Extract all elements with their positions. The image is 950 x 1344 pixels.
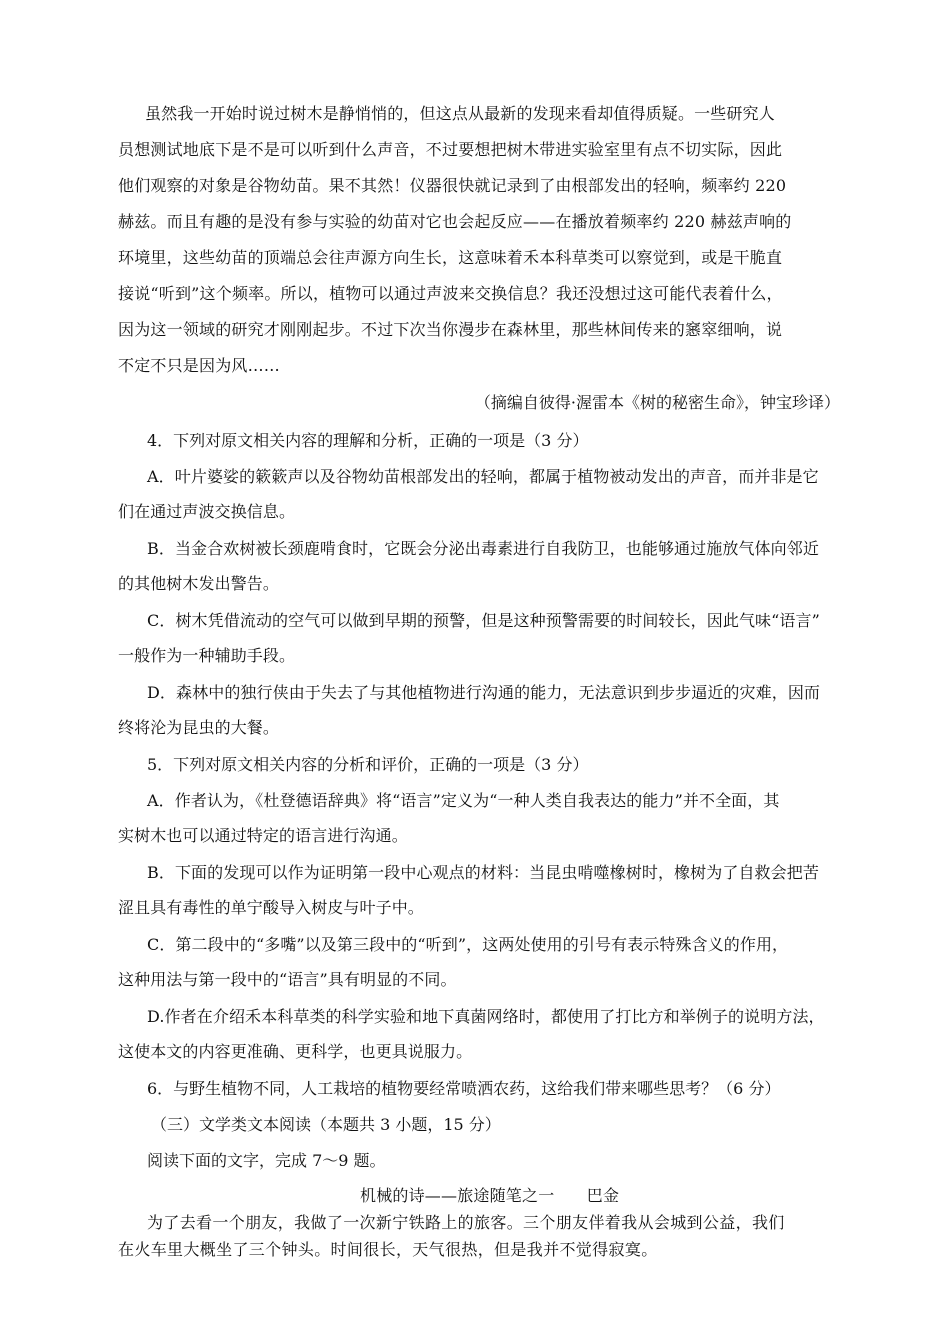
q4-option-a-line1: A．叶片婆娑的簌簌声以及谷物幼苗根部发出的轻响，都属于植物被动发出的声音，而并非是它	[147, 467, 819, 486]
q5-option-d-line1: D.作者在介绍禾本科草类的科学实验和地下真菌网络时，都使用了打比方和举例子的说明方法，	[147, 1007, 825, 1026]
passage-line-4: 赫兹。而且有趣的是没有参与实验的幼苗对它也会起反应——在播放着频率约 220 赫兹声响的	[118, 212, 792, 231]
q4-option-c-line2: 一般作为一种辅助手段。	[118, 646, 296, 665]
passage2-line-2: 在火车里大概坐了三个钟头。时间很长，天气很热，但是我并不觉得寂寞。	[118, 1240, 658, 1259]
q5-option-d-line2: 这使本文的内容更准确、更科学，也更具说服力。	[118, 1042, 473, 1061]
q6-stem: 6．与野生植物不同，人工栽培的植物要经常喷洒农药，这给我们带来哪些思考？（6 分）	[147, 1079, 781, 1098]
q5-option-a-line1: A．作者认为，《杜登德语辞典》将“语言”定义为“一种人类自我表达的能力”并不全面，其	[147, 791, 780, 810]
section3-heading: （三）文学类文本阅读（本题共 3 小题，15 分）	[151, 1115, 501, 1134]
passage-source: （摘编自彼得·渥雷本《树的秘密生命》，钟宝珍译）	[474, 393, 840, 412]
q5-option-b-line2: 涩且具有毒性的单宁酸导入树皮与叶子中。	[118, 898, 424, 917]
passage-line-8: 不定不只是因为风……	[118, 356, 281, 375]
passage-line-5: 环境里，这些幼苗的顶端总会往声源方向生长，这意味着禾本科草类可以察觉到，或是干脆直	[118, 248, 783, 267]
passage-line-1: 虽然我一开始时说过树木是静悄悄的，但这点从最新的发现来看却值得质疑。一些研究人	[145, 104, 775, 123]
q5-option-a-line2: 实树木也可以通过特定的语言进行沟通。	[118, 826, 408, 845]
passage-line-7: 因为这一领域的研究才刚刚起步。不过下次当你漫步在森林里，那些林间传来的窸窣细响，说	[118, 320, 783, 339]
passage-line-6: 接说“听到”这个频率。所以，植物可以通过声波来交换信息？我还没想过这可能代表着什么，	[118, 284, 783, 303]
q5-stem: 5．下列对原文相关内容的分析和评价，正确的一项是（3 分）	[147, 755, 589, 774]
q5-option-b-line1: B．下面的发现可以作为证明第一段中心观点的材料：当昆虫啃噬橡树时，橡树为了自救会把苦	[147, 863, 819, 882]
passage2-line-1: 为了去看一个朋友，我做了一次新宁铁路上的旅客。三个朋友伴着我从会城到公益，我们	[147, 1213, 785, 1232]
q4-stem: 4．下列对原文相关内容的理解和分析，正确的一项是（3 分）	[147, 431, 589, 450]
passage-line-3: 他们观察的对象是谷物幼苗。果不其然！仪器很快就记录到了由根部发出的轻响，频率约 220	[118, 176, 787, 195]
q5-option-c-line2: 这种用法与第一段中的“语言”具有明显的不同。	[118, 970, 457, 989]
q5-option-c-line1: C．第二段中的“多嘴”以及第三段中的“听到”，这两处使用的引号有表示特殊含义的作用，	[147, 935, 789, 954]
passage-line-2: 员想测试地底下是不是可以听到什么声音，不过要想把树木带进实验室里有点不切实际，因此	[118, 140, 783, 159]
q4-option-b-line1: B．当金合欢树被长颈鹿啃食时，它既会分泌出毒素进行自我防卫，也能够通过施放气体向邻近	[147, 539, 819, 558]
q4-option-b-line2: 的其他树木发出警告。	[118, 574, 280, 593]
q4-option-a-line2: 们在通过声波交换信息。	[118, 502, 296, 521]
q4-option-c-line1: C．树木凭借流动的空气可以做到早期的预警，但是这种预警需要的时间较长，因此气味“语言”	[147, 611, 820, 630]
q4-option-d-line1: D．森林中的独行侠由于失去了与其他植物进行沟通的能力，无法意识到步步逼近的灾难，因而	[147, 683, 821, 702]
section3-instruction: 阅读下面的文字，完成 7～9 题。	[147, 1151, 386, 1170]
q4-option-d-line2: 终将沦为昆虫的大餐。	[118, 718, 280, 737]
passage-title: 机械的诗——旅途随笔之一 巴金	[360, 1186, 620, 1205]
